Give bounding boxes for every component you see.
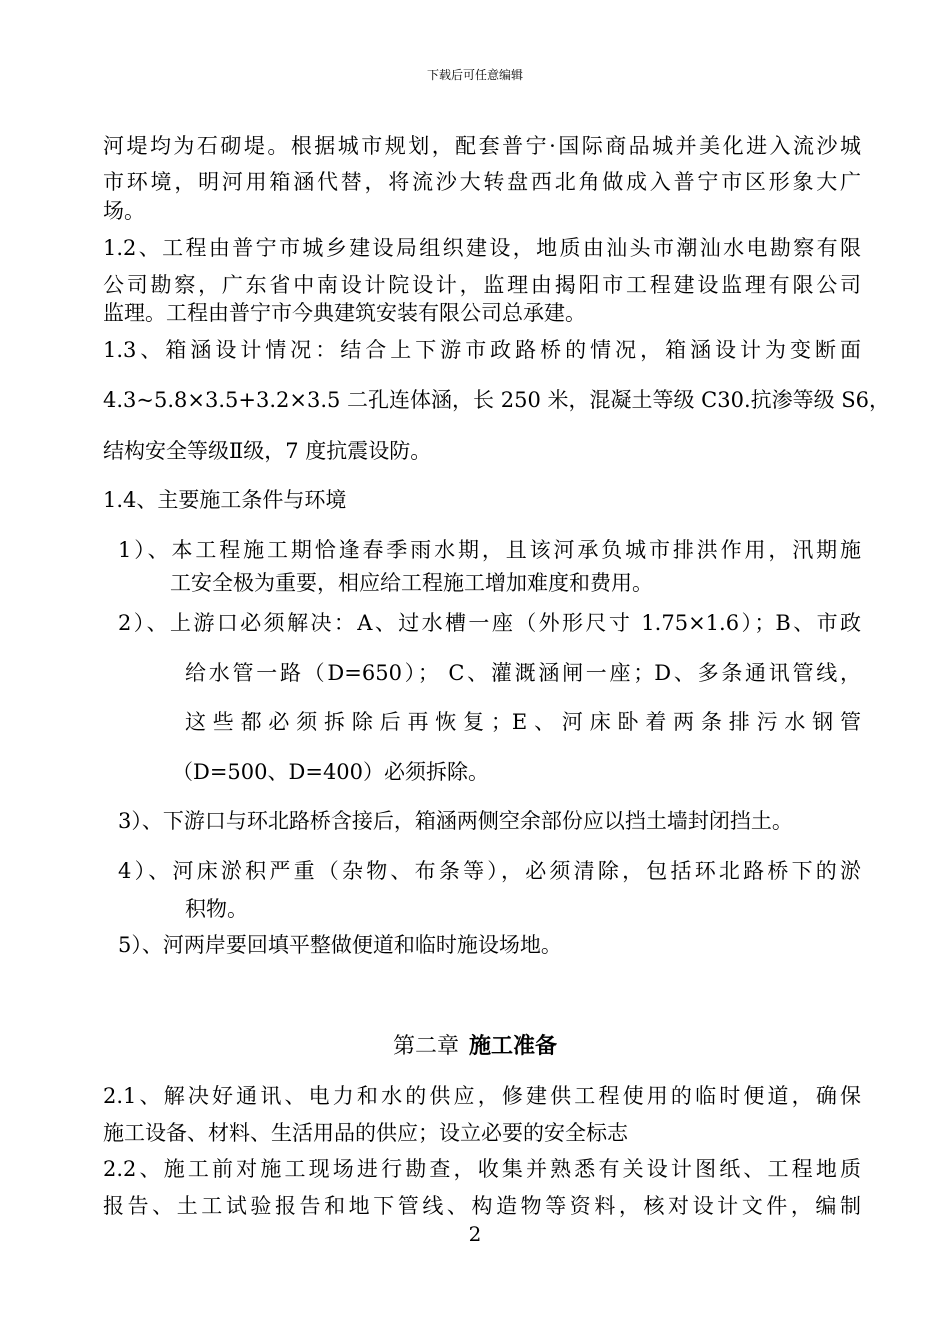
text-line: 1.2、工程由普宁市城乡建设局组织建设，地质由汕头市潮汕水电勘察有限 [103, 236, 861, 260]
text-line: 市环境，明河用箱涵代替，将流沙大转盘西北角做成入普宁市区形象大广 [103, 170, 861, 194]
list-item: 3）、下游口与环北路桥含接后，箱涵两侧空余部份应以挡土墙封闭挡土。 [118, 809, 793, 833]
text-line: 4.3~5.8×3.5+3.2×3.5 二孔连体涵，长 250 米，混凝土等级 C30.抗渗等级 S6， [103, 388, 891, 412]
page-header: 下载后可任意编辑 [426, 68, 523, 82]
list-item-continued: 给水管一路（D=650）； C、灌溉涵闸一座；D、多条通讯管线， [185, 661, 861, 685]
text-line: 1.4、主要施工条件与环境 [103, 488, 347, 512]
list-item: 1）、本工程施工期恰逢春季雨水期，且该河承负城市排洪作用，汛期施 [118, 538, 861, 562]
list-item-continued: 积物。 [185, 897, 248, 921]
text-line: 场。 [103, 199, 145, 223]
text-line: 报告、土工试验报告和地下管线、构造物等资料，核对设计文件，编制 [103, 1194, 861, 1218]
text-line: 施工设备、材料、生活用品的供应；设立必要的安全标志 [103, 1121, 628, 1145]
chapter-title: 施工准备 [469, 1033, 558, 1059]
chapter-number: 第二章 [392, 1034, 459, 1059]
text-line: 河堤均为石砌堤。根据城市规划，配套普宁·国际商品城并美化进入流沙城 [103, 134, 861, 158]
text-line: 结构安全等级Ⅱ级，7 度抗震设防。 [103, 439, 432, 463]
text-line: 1.3、箱涵设计情况：结合上下游市政路桥的情况，箱涵设计为变断面 [103, 338, 861, 362]
text-line: 2.1、解决好通讯、电力和水的供应，修建供工程使用的临时便道，确保 [103, 1084, 861, 1108]
list-item: 2）、上游口必须解决：A、过水槽一座（外形尺寸 1.75×1.6）；B、市政 [118, 611, 861, 635]
list-item-continued: （D=500、D=400）必须拆除。 [172, 760, 490, 784]
text-line: 2.2、施工前对施工现场进行勘查，收集并熟悉有关设计图纸、工程地质 [103, 1157, 861, 1181]
page-number: 2 [468, 1222, 482, 1246]
text-line: 监理。工程由普宁市今典建筑安装有限公司总承建。 [103, 301, 586, 325]
list-item-continued: 这些都必须拆除后再恢复；E、河床卧着两条排污水钢管 [185, 710, 861, 734]
list-item: 4）、河床淤积严重（杂物、布条等），必须清除，包括环北路桥下的淤 [118, 859, 861, 883]
chapter-heading [0, 1030, 950, 1063]
list-item-continued: 工安全极为重要，相应给工程施工增加难度和费用。 [170, 571, 653, 595]
text-line: 公司勘察，广东省中南设计院设计，监理由揭阳市工程建设监理有限公司 [103, 273, 861, 297]
list-item: 5）、河两岸要回填平整做便道和临时施设场地。 [118, 933, 562, 957]
